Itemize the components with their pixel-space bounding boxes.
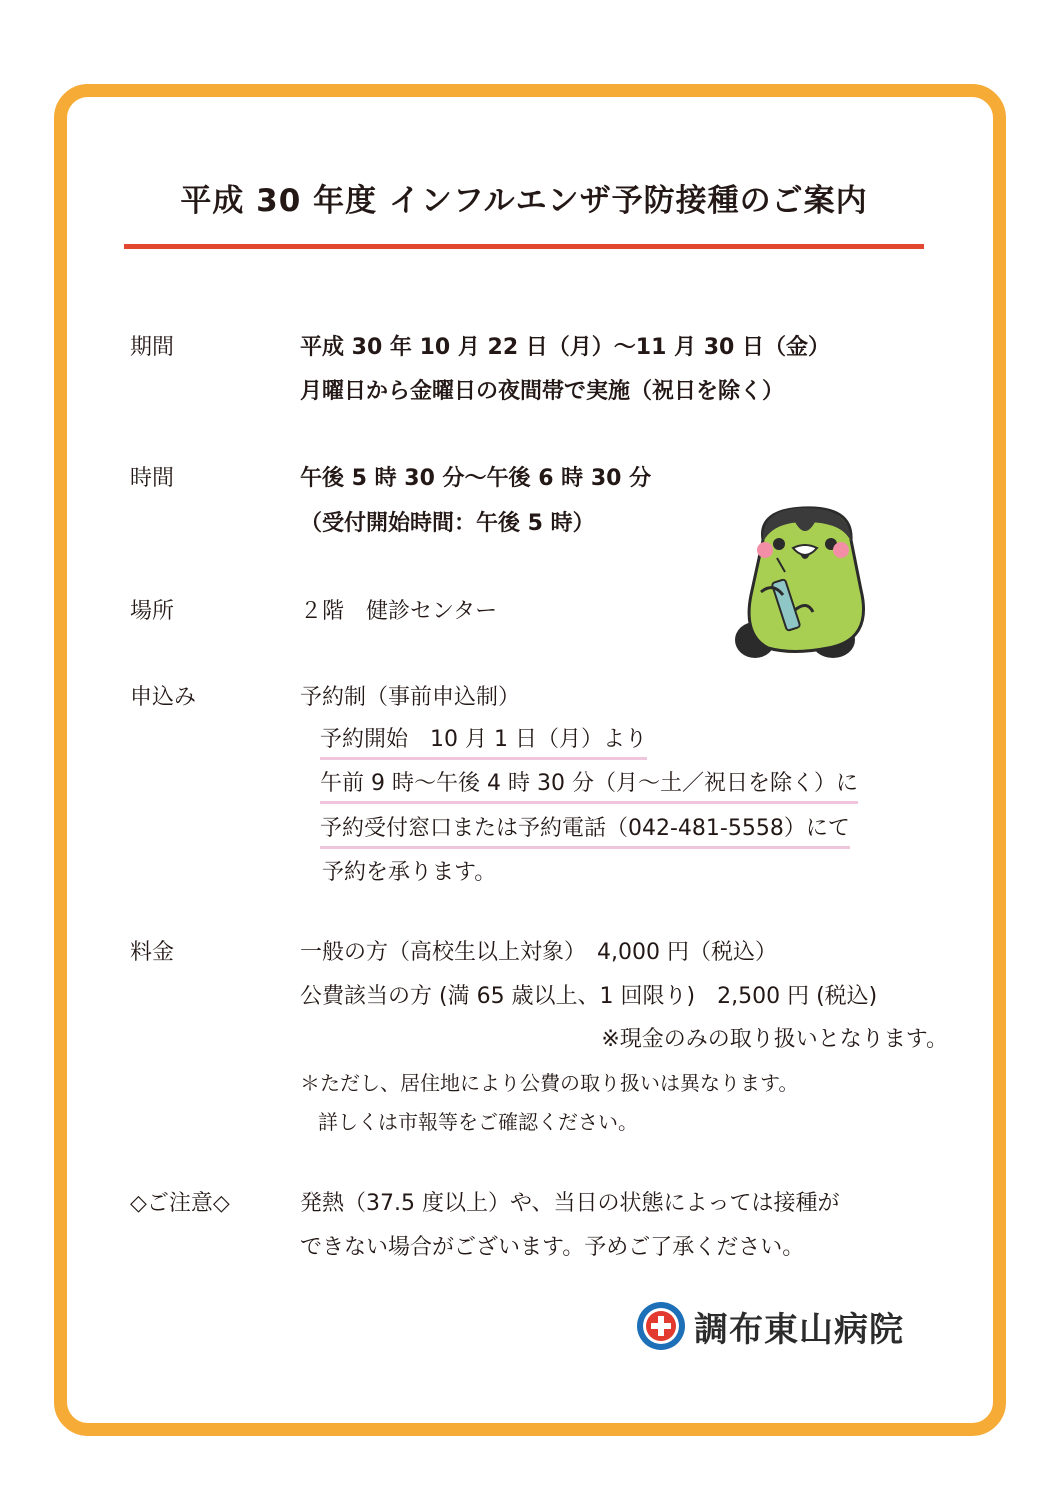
notice-line-2: できない場合がございます。予めご了承ください。	[300, 1235, 805, 1260]
label-apply: 申込み	[130, 685, 197, 710]
period-line-2: 月曜日から金曜日の夜間帯で実施（祝日を除く）	[300, 379, 785, 404]
hospital-logo	[636, 1300, 904, 1352]
place-line-1: ２階 健診センター	[300, 599, 498, 624]
apply-line-1: 予約制（事前申込制）	[300, 685, 521, 710]
label-period: 期間	[130, 335, 175, 360]
mascot-illustration	[733, 500, 883, 665]
apply-line-5: 予約を承ります。	[322, 860, 497, 885]
label-place: 場所	[130, 599, 175, 624]
page-title: 平成 30 年度 インフルエンザ予防接種のご案内	[180, 183, 868, 219]
fee-line-2: 公費該当の方 (満 65 歳以上、1 回限り) 2,500 円 (税込)	[300, 984, 878, 1009]
apply-line-4: 予約受付窓口または予約電話（042-481-5558）にて	[320, 811, 850, 849]
time-line-1: 午後 5 時 30 分～午後 6 時 30 分	[300, 466, 652, 491]
hospital-cross-icon	[636, 1301, 686, 1351]
label-fee: 料金	[130, 940, 175, 965]
apply-line-3: 午前 9 時～午後 4 時 30 分（月～土／祝日を除く）に	[320, 766, 858, 804]
label-time: 時間	[130, 466, 175, 491]
period-line-1: 平成 30 年 10 月 22 日（月）～11 月 30 日（金）	[300, 335, 831, 360]
hospital-name: 調布東山病院	[694, 1309, 904, 1350]
label-notice: ◇ご注意◇	[130, 1191, 230, 1216]
fee-note-1: ＊ただし、居住地により公費の取り扱いは異なります。	[300, 1071, 799, 1095]
fee-line-3: ※現金のみの取り扱いとなります。	[601, 1027, 948, 1052]
fee-note-2: 詳しくは市報等をご確認ください。	[318, 1110, 638, 1134]
notice-line-1: 発熱（37.5 度以上）や、当日の状態によっては接種が	[300, 1191, 840, 1216]
time-line-2: （受付開始時間：午後 5 時）	[300, 511, 595, 536]
fee-line-1: 一般の方（高校生以上対象） 4,000 円（税込）	[300, 940, 777, 965]
apply-line-2: 予約開始 10 月 1 日（月）より	[320, 722, 647, 760]
title-underline	[124, 244, 924, 249]
